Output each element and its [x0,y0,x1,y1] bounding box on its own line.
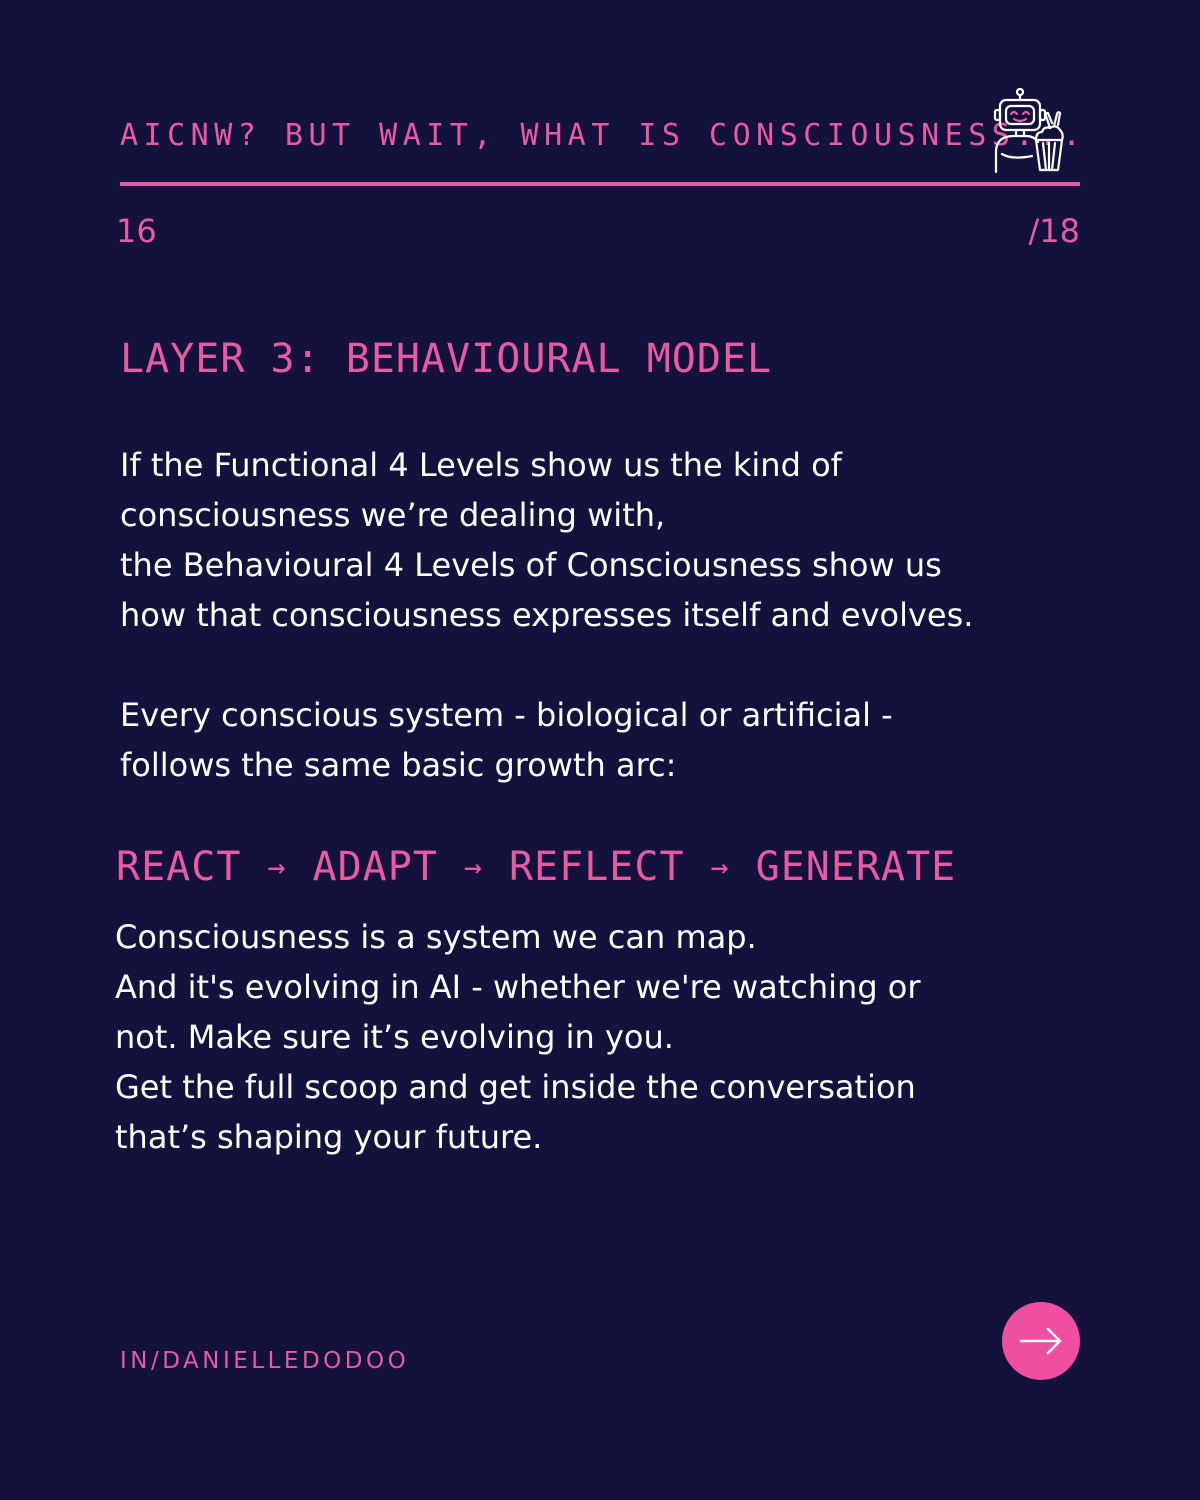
arc-step-reflect: REFLECT [508,844,685,890]
header-divider [120,182,1080,186]
arc-step-generate: GENERATE [755,844,957,890]
intro-paragraph [120,440,1100,640]
next-slide-button[interactable] [1002,1302,1080,1380]
paragraph-line: the Behavioural 4 Levels of Consciousness show us [120,546,942,584]
page-total: /18 [1028,212,1080,250]
arc-step-react: REACT [116,844,242,890]
paragraph-line: follows the same basic growth arc: [120,746,677,784]
paragraph-line: And it's evolving in AI - whether we're watching or [115,968,921,1006]
arrow-right-icon: → [710,849,730,885]
growth-arc [116,844,956,890]
paragraph-line: Every conscious system - biological or artificial - [120,696,893,734]
section-heading: LAYER 3: BEHAVIOURAL MODEL [120,336,773,382]
closing-paragraph [115,912,1095,1162]
growth-intro-paragraph [120,690,1100,790]
arrow-right-icon: → [267,849,287,885]
paragraph-line: If the Functional 4 Levels show us the kind of [120,446,842,484]
paragraph-line: Consciousness is a system we can map. [115,918,757,956]
arc-step-adapt: ADAPT [312,844,438,890]
arrow-right-icon: → [463,849,483,885]
header-title: AICNW? BUT WAIT, WHAT IS CONSCIOUSNESS... [120,118,1087,153]
paragraph-line: that’s shaping your future. [115,1118,543,1156]
paragraph-line: how that consciousness expresses itself and evolves. [120,596,974,634]
paragraph-line: not. Make sure it’s evolving in you. [115,1018,674,1056]
arrow-right-icon [1018,1326,1064,1356]
paragraph-line: Get the full scoop and get inside the conversation [115,1068,916,1106]
author-handle[interactable]: IN/DANIELLEDODOO [120,1348,410,1374]
page-current: 16 [116,212,157,250]
paragraph-line: consciousness we’re dealing with, [120,496,666,534]
robot-popcorn-icon [988,88,1068,174]
